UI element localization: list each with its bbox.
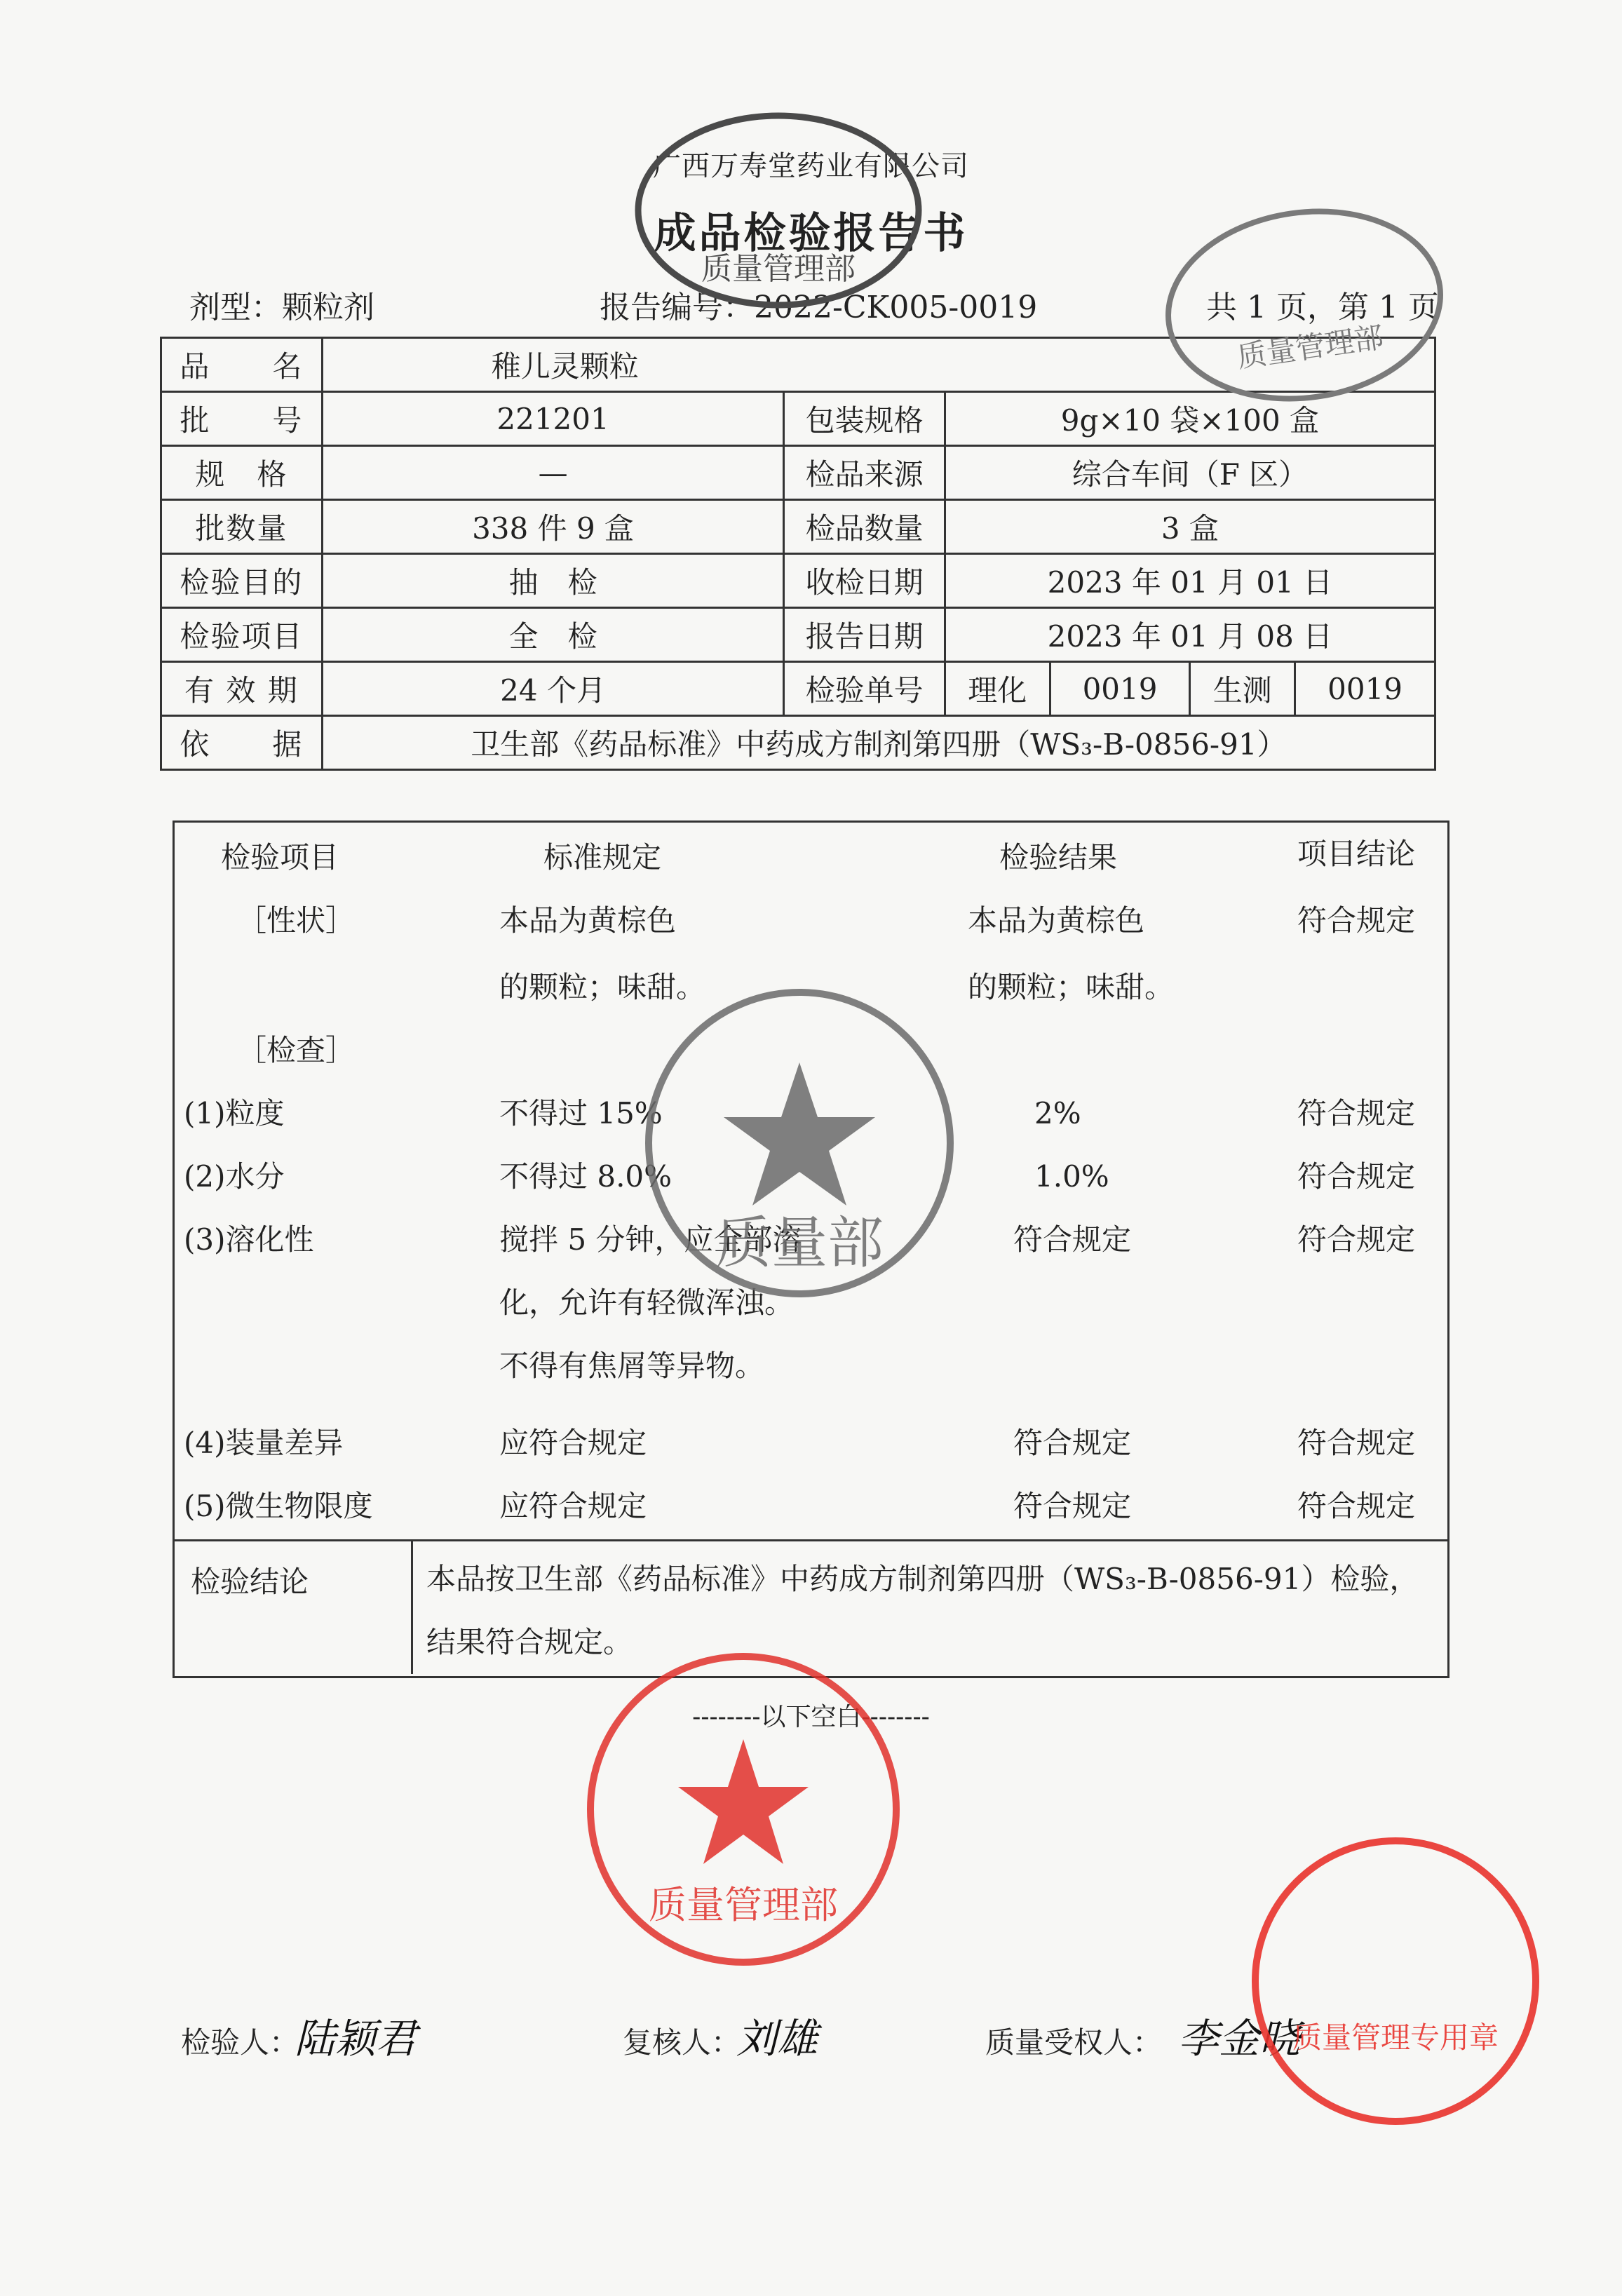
header-standard: 标准规定 — [543, 840, 662, 874]
inspector-label: 检验人： — [181, 2025, 299, 2060]
micro-label: 生测 — [1190, 662, 1295, 716]
inspector-signature: 陆颖君 — [295, 2015, 417, 2062]
row-standard: 搅拌 5 分钟，应全部溶 — [499, 1222, 802, 1257]
row-standard: 应符合规定 — [499, 1426, 647, 1460]
page-info: 共 1 页，第 1 页 — [1206, 290, 1439, 325]
divider — [173, 1539, 1449, 1541]
row-item: (5)微生物限度 — [184, 1489, 373, 1523]
stamp-middle — [638, 982, 961, 1304]
test-no-label: 检验单号 — [784, 662, 945, 716]
row-item: (2)水分 — [184, 1159, 285, 1194]
stamp-top-right — [1157, 200, 1452, 410]
phys-no: 0019 — [1050, 662, 1190, 716]
authorized-label: 质量受权人： — [985, 2025, 1163, 2060]
row-standard: 应符合规定 — [499, 1489, 647, 1523]
header-conclusion: 项目结论 — [1297, 837, 1416, 871]
report-date-label: 报告日期 — [784, 608, 945, 662]
report-title: 成品检验报告书 — [654, 209, 968, 258]
sample-qty-value: 3 盒 — [945, 500, 1435, 554]
final-conclusion-line1: 本品按卫生部《药品标准》中药成方制剂第四册（WS₃-B-0856-91）检验， — [426, 1562, 1419, 1596]
purpose-value: 抽 检 — [322, 554, 784, 608]
spec-label: 规 格 — [161, 446, 323, 500]
row-item: (3)溶化性 — [184, 1222, 314, 1257]
row-result: 1.0% — [1034, 1159, 1109, 1194]
spec-value: — — [322, 446, 784, 500]
divider — [411, 1539, 413, 1674]
report-date-value: 2023 年 01 月 08 日 — [945, 608, 1435, 662]
validity-value: 24 个月 — [322, 662, 784, 716]
batch-qty-label: 批数量 — [161, 500, 323, 554]
row-conclusion: 符合规定 — [1297, 1489, 1416, 1523]
row-conclusion: 符合规定 — [1297, 1159, 1416, 1194]
table-row — [161, 662, 1435, 716]
receive-date-label: 收检日期 — [784, 554, 945, 608]
reviewer-label: 复核人： — [623, 2025, 741, 2060]
row-standard: 本品为黄棕色 — [499, 903, 677, 938]
stamp-center-text: 质量管理部 — [701, 251, 856, 287]
table-row — [161, 608, 1435, 662]
row-result: 的颗粒；味甜。 — [968, 970, 1175, 1004]
reviewer-signature: 刘雄 — [736, 2015, 818, 2062]
receive-date-value: 2023 年 01 月 01 日 — [945, 554, 1435, 608]
batch-label: 批 号 — [161, 392, 323, 446]
product-name-label: 品 名 — [161, 338, 323, 392]
package-label: 包装规格 — [784, 392, 945, 446]
row-item: (4)装量差异 — [184, 1426, 344, 1460]
batch-value: 221201 — [322, 392, 784, 446]
stamp-bottom-left — [582, 1648, 905, 1971]
row-conclusion: 符合规定 — [1297, 1222, 1416, 1257]
stamp-center-text: 质量管理部 — [649, 1883, 838, 1927]
source-label: 检品来源 — [784, 446, 945, 500]
table-row — [161, 446, 1435, 500]
row-result: 符合规定 — [1013, 1489, 1132, 1523]
source-value: 综合车间（F 区） — [945, 446, 1435, 500]
authorized-signature: 李金晓 — [1178, 2015, 1301, 2062]
row-conclusion: 符合规定 — [1297, 903, 1416, 938]
stamp-top-center — [624, 105, 933, 316]
row-item: (1)粒度 — [184, 1096, 285, 1130]
row-result: 符合规定 — [1013, 1222, 1132, 1257]
final-conclusion-line2: 结果符合规定。 — [426, 1625, 633, 1659]
row-standard: 的颗粒；味甜。 — [499, 970, 706, 1004]
stamp-center-text: 质量部 — [715, 1210, 884, 1276]
product-name: 稚儿灵颗粒 — [322, 338, 1435, 392]
dosage-form: 剂型：颗粒剂 — [189, 290, 374, 325]
row-standard: 不得过 8.0% — [499, 1159, 673, 1194]
table-row — [161, 716, 1435, 770]
validity-label: 有 效 期 — [161, 662, 323, 716]
row-result: 符合规定 — [1013, 1426, 1132, 1460]
end-mark: --------以下空白-------- — [692, 1703, 930, 1731]
items-label: 检验项目 — [161, 608, 323, 662]
final-conclusion-label: 检验结论 — [191, 1565, 309, 1599]
micro-no: 0019 — [1295, 662, 1435, 716]
row-standard: 不得有焦屑等异物。 — [499, 1349, 765, 1383]
company-name: 广西万寿堂药业有限公司 — [653, 150, 969, 182]
batch-qty-value: 338 件 9 盒 — [322, 500, 784, 554]
stamp-ring — [1255, 1841, 1536, 2121]
phys-label: 理化 — [945, 662, 1050, 716]
star-icon — [678, 1739, 809, 1864]
row-conclusion: 符合规定 — [1297, 1426, 1416, 1460]
row-standard: 不得过 15% — [499, 1096, 663, 1130]
package-value: 9g×10 袋×100 盒 — [945, 392, 1435, 446]
star-icon — [724, 1062, 875, 1206]
row-conclusion: 符合规定 — [1297, 1096, 1416, 1130]
row-item: ［性状］ — [237, 903, 356, 938]
row-result: 本品为黄棕色 — [968, 903, 1145, 938]
header-item: 检验项目 — [221, 840, 339, 874]
header-result: 检验结果 — [999, 840, 1118, 874]
basis-label: 依 据 — [161, 716, 323, 770]
row-item: ［检查］ — [237, 1033, 356, 1067]
basis-value: 卫生部《药品标准》中药成方制剂第四册（WS₃-B-0856-91） — [322, 716, 1435, 770]
table-row — [161, 500, 1435, 554]
row-standard: 化，允许有轻微浑浊。 — [499, 1285, 795, 1320]
stamp-bottom-right — [1245, 1830, 1546, 2132]
stamp-ring — [1156, 194, 1453, 416]
purpose-label: 检验目的 — [161, 554, 323, 608]
stamp-center-text: 质量管理专用章 — [1292, 2020, 1499, 2055]
table-row — [161, 554, 1435, 608]
row-result: 2% — [1034, 1096, 1081, 1130]
report-number: 报告编号：2022-CK005-0019 — [600, 290, 1038, 325]
stamp-center-text: 质量管理部 — [1235, 320, 1386, 374]
items-value: 全 检 — [322, 608, 784, 662]
sample-qty-label: 检品数量 — [784, 500, 945, 554]
